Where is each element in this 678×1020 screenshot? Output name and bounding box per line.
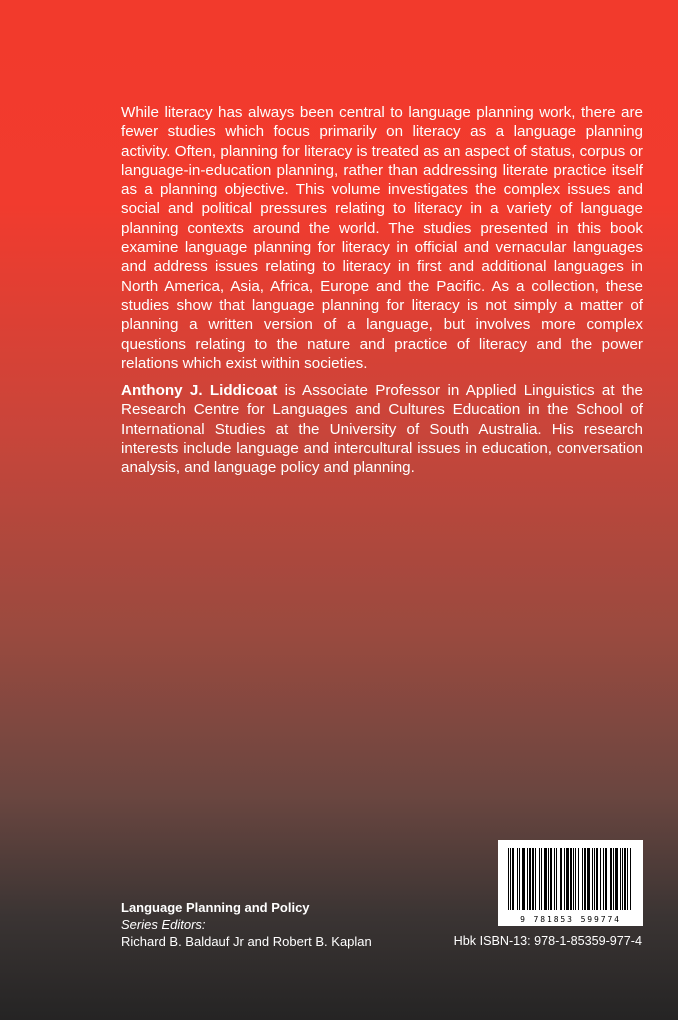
barcode-bar [529, 848, 531, 910]
barcode-bar [624, 848, 626, 910]
barcode-bar [584, 848, 586, 910]
barcode-bar [510, 848, 511, 910]
barcode-bar [620, 848, 621, 910]
author-name: Anthony J. Liddicoat [121, 382, 278, 399]
barcode-bar [573, 848, 574, 910]
barcode-bar [575, 848, 576, 910]
barcode-bar [527, 848, 528, 910]
barcode-bar [544, 848, 547, 910]
book-description: While literacy has always been central to language planning work, there are fewer studies which focus primarily on literacy as a language planning activity. Often, planning for literacy is treated as an aspect of status, corpus or language-in-education planning, rather than addressing literate practice itself as a planning objective. This volume investigates the complex issues and social and political pressures relating to literacy in a variety of language planning contexts around the world. The studies presented in this book examine language planning for literacy in official and vernacular languages and address issues relating to literacy in first and additional languages in North America, Asia, Africa, Europe and the Pacific. As a collection, these studies show that language planning for literacy is not simply a matter of planning a written version of a language, but involves more complex questions relating to the nature and practice of literacy and the power relations which exist within societies. [121, 104, 643, 372]
barcode-bar [582, 848, 583, 910]
barcode-bar [610, 848, 612, 910]
barcode-bar [564, 848, 565, 910]
barcode-bar [548, 848, 549, 910]
barcode-digits: 9 781853 599774 [520, 915, 621, 924]
barcode-bar [556, 848, 557, 910]
barcode-bar [532, 848, 534, 910]
barcode-bar [615, 848, 618, 910]
author-bio-text: is Associate Professor in Applied Linguistics at the Research Centre for Languages and Cultures Education in the School of International Studies at the University of South Australia. His research interests include language and intercultural issues in education, conversation analysis, and language policy and planning. [121, 382, 644, 477]
barcode-bar [570, 848, 572, 910]
barcode-bar [566, 848, 569, 910]
series-info [121, 899, 451, 950]
barcode-bar [622, 848, 623, 910]
barcode-bar [613, 848, 614, 910]
isbn: Hbk ISBN-13: 978-1-85359-977-4 [453, 934, 642, 948]
barcode-bar [592, 848, 593, 910]
barcode-bar [522, 848, 525, 910]
barcode-bar [605, 848, 607, 910]
barcode-bar [535, 848, 536, 910]
barcode-bar [630, 848, 631, 910]
barcode-bar [541, 848, 542, 910]
barcode-bar [596, 848, 598, 910]
barcode-bar [560, 848, 562, 910]
barcode-bar [594, 848, 595, 910]
series-editors: Richard B. Baldauf Jr and Robert B. Kaplan [121, 934, 372, 949]
barcode-bar [539, 848, 540, 910]
barcode-bars [506, 848, 635, 910]
barcode-bar [600, 848, 601, 910]
barcode-bar [603, 848, 604, 910]
barcode-bar [517, 848, 518, 910]
series-title: Language Planning and Policy [121, 900, 310, 915]
barcode-bar [512, 848, 514, 910]
barcode [498, 840, 643, 926]
barcode-bar [587, 848, 590, 910]
barcode-bar [550, 848, 552, 910]
barcode-bar [508, 848, 509, 910]
series-editors-label: Series Editors: [121, 917, 206, 932]
author-bio [121, 381, 643, 477]
barcode-bar [578, 848, 579, 910]
barcode-bar [554, 848, 555, 910]
barcode-bar [627, 848, 628, 910]
barcode-bar [519, 848, 520, 910]
